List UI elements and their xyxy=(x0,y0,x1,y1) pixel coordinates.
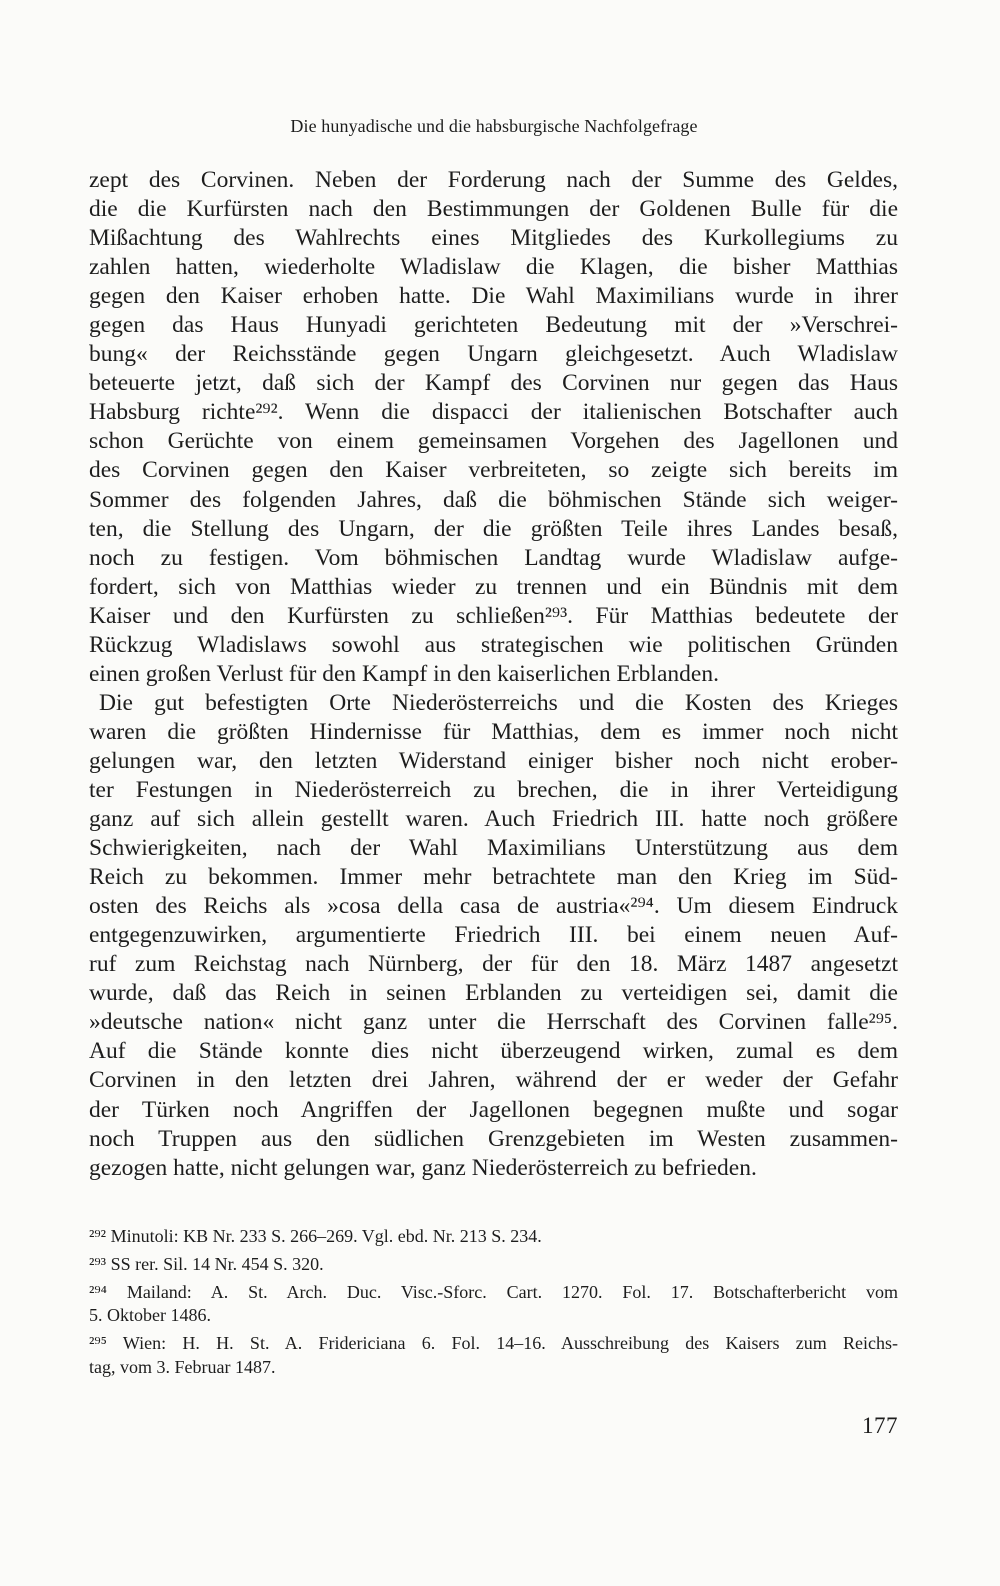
running-head: Die hunyadische und die habsburgische Nachfolgefrage xyxy=(290,116,698,136)
text-line: Schwierigkeiten, nach der Wahl Maximilians Unterstützung aus dem xyxy=(89,835,898,862)
text-line: bung« der Reichsstände gegen Ungarn gleichgesetzt. Auch Wladislaw xyxy=(89,341,898,368)
footnote-line: 5. Oktober 1486. xyxy=(89,1305,211,1326)
text-line: noch Truppen aus den südlichen Grenzgebieten im Westen zusammen- xyxy=(89,1125,898,1152)
text-line: zept des Corvinen. Neben der Forderung nach der Summe des Geldes, xyxy=(89,167,898,193)
text-line: Corvinen in den letzten drei Jahren, während der er weder der Gefahr xyxy=(89,1067,898,1094)
text-line: osten des Reichs als »cosa della casa de austria«²⁹⁴. Um diesem Eindruck xyxy=(89,893,898,920)
text-line: Auf die Stände konnte dies nicht überzeugend wirken, zumal es dem xyxy=(89,1038,898,1065)
text-line: Sommer des folgenden Jahres, daß die böhmischen Stände sich weiger- xyxy=(89,486,898,513)
footnote xyxy=(89,1253,898,1277)
footnote-line: ²⁹³ SS rer. Sil. 14 Nr. 454 S. 320. xyxy=(89,1253,324,1274)
footnote xyxy=(89,1332,898,1380)
text-line: gegen den Kaiser erhoben hatte. Die Wahl Maximilians wurde in ihrer xyxy=(89,283,898,310)
text-line: ter Festungen in Niederösterreich zu brechen, die in ihrer Verteidigung xyxy=(89,776,898,803)
text-line: ruf zum Reichstag nach Nürnberg, der für den 18. März 1487 angesetzt xyxy=(89,951,898,978)
text-line: des Corvinen gegen den Kaiser verbreiteten, so zeigte sich bereits im xyxy=(89,457,898,484)
text-line: Mißachtung des Wahlrechts eines Mitgliedes des Kurkollegiums zu xyxy=(89,225,898,252)
text-line: die die Kurfürsten nach den Bestimmungen der Goldenen Bulle für die xyxy=(89,196,898,223)
footnote-line: ²⁹⁵ Wien: H. H. St. A. Fridericiana 6. Fol. 14–16. Ausschreibung des Kaisers zum Reichs- xyxy=(89,1333,898,1354)
text-line: Habsburg richte²⁹². Wenn die dispacci der italienischen Botschafter auch xyxy=(89,399,898,426)
footnote-line: tag, vom 3. Februar 1487. xyxy=(89,1356,276,1377)
text-line: fordert, sich von Matthias wieder zu trennen und ein Bündnis mit dem xyxy=(89,573,898,600)
text-line: noch zu festigen. Vom böhmischen Landtag wurde Wladislaw aufge- xyxy=(89,544,898,571)
text-line: Rückzug Wladislaws sowohl aus strategischen wie politischen Gründen xyxy=(89,631,898,658)
text-line: »deutsche nation« nicht ganz unter die Herrschaft des Corvinen falle²⁹⁵. xyxy=(89,1009,898,1036)
text-line: gezogen hatte, nicht gelungen war, ganz Niederösterreich zu befrieden. xyxy=(89,1154,757,1181)
text-line: wurde, daß das Reich in seinen Erblanden zu verteidigen sei, damit die xyxy=(89,980,898,1007)
footnote xyxy=(89,1281,898,1329)
text-line: Reich zu bekommen. Immer mehr betrachtete man den Krieg im Süd- xyxy=(89,864,898,891)
footnote-line: ²⁹² Minutoli: KB Nr. 233 S. 266–269. Vgl. ebd. Nr. 213 S. 234. xyxy=(89,1226,542,1246)
text-line: gelungen war, den letzten Widerstand einiger bisher noch nicht erober- xyxy=(89,747,898,774)
text-line: Kaiser und den Kurfürsten zu schließen²⁹³. Für Matthias bedeutete der xyxy=(89,602,898,629)
text-line: der Türken noch Angriffen der Jagellonen begegnen mußte und sogar xyxy=(89,1096,898,1123)
footnotes xyxy=(89,1225,898,1380)
footnote-line: ²⁹⁴ Mailand: A. St. Arch. Duc. Visc.-Sforc. Cart. 1270. Fol. 17. Botschafterbericht vom xyxy=(89,1281,898,1302)
text-line: gegen das Haus Hunyadi gerichteten Bedeutung mit der »Verschrei- xyxy=(89,312,898,339)
text-line: beteuerte jetzt, daß sich der Kampf des Corvinen nur gegen das Haus xyxy=(89,370,898,397)
text-line: Die gut befestigten Orte Niederösterreichs und die Kosten des Krieges xyxy=(99,689,898,716)
footnote xyxy=(89,1225,898,1249)
text-line: ten, die Stellung des Ungarn, der die größten Teile ihres Landes besaß, xyxy=(89,515,898,542)
text-line: zahlen hatten, wiederholte Wladislaw die Klagen, die bisher Matthias xyxy=(89,254,898,281)
text-line: waren die größten Hindernisse für Matthias, dem es immer noch nicht xyxy=(89,718,898,745)
text-line: entgegenzuwirken, argumentierte Friedrich III. bei einem neuen Auf- xyxy=(89,922,898,949)
page-number: 177 xyxy=(862,1413,898,1438)
text-line: schon Gerüchte von einem gemeinsamen Vorgehen des Jagellonen und xyxy=(89,428,898,455)
text-line: ganz auf sich allein gestellt waren. Auch Friedrich III. hatte noch größere xyxy=(89,806,898,833)
text-line: einen großen Verlust für den Kampf in den kaiserlichen Erblanden. xyxy=(89,660,719,687)
body-text xyxy=(89,166,898,1183)
